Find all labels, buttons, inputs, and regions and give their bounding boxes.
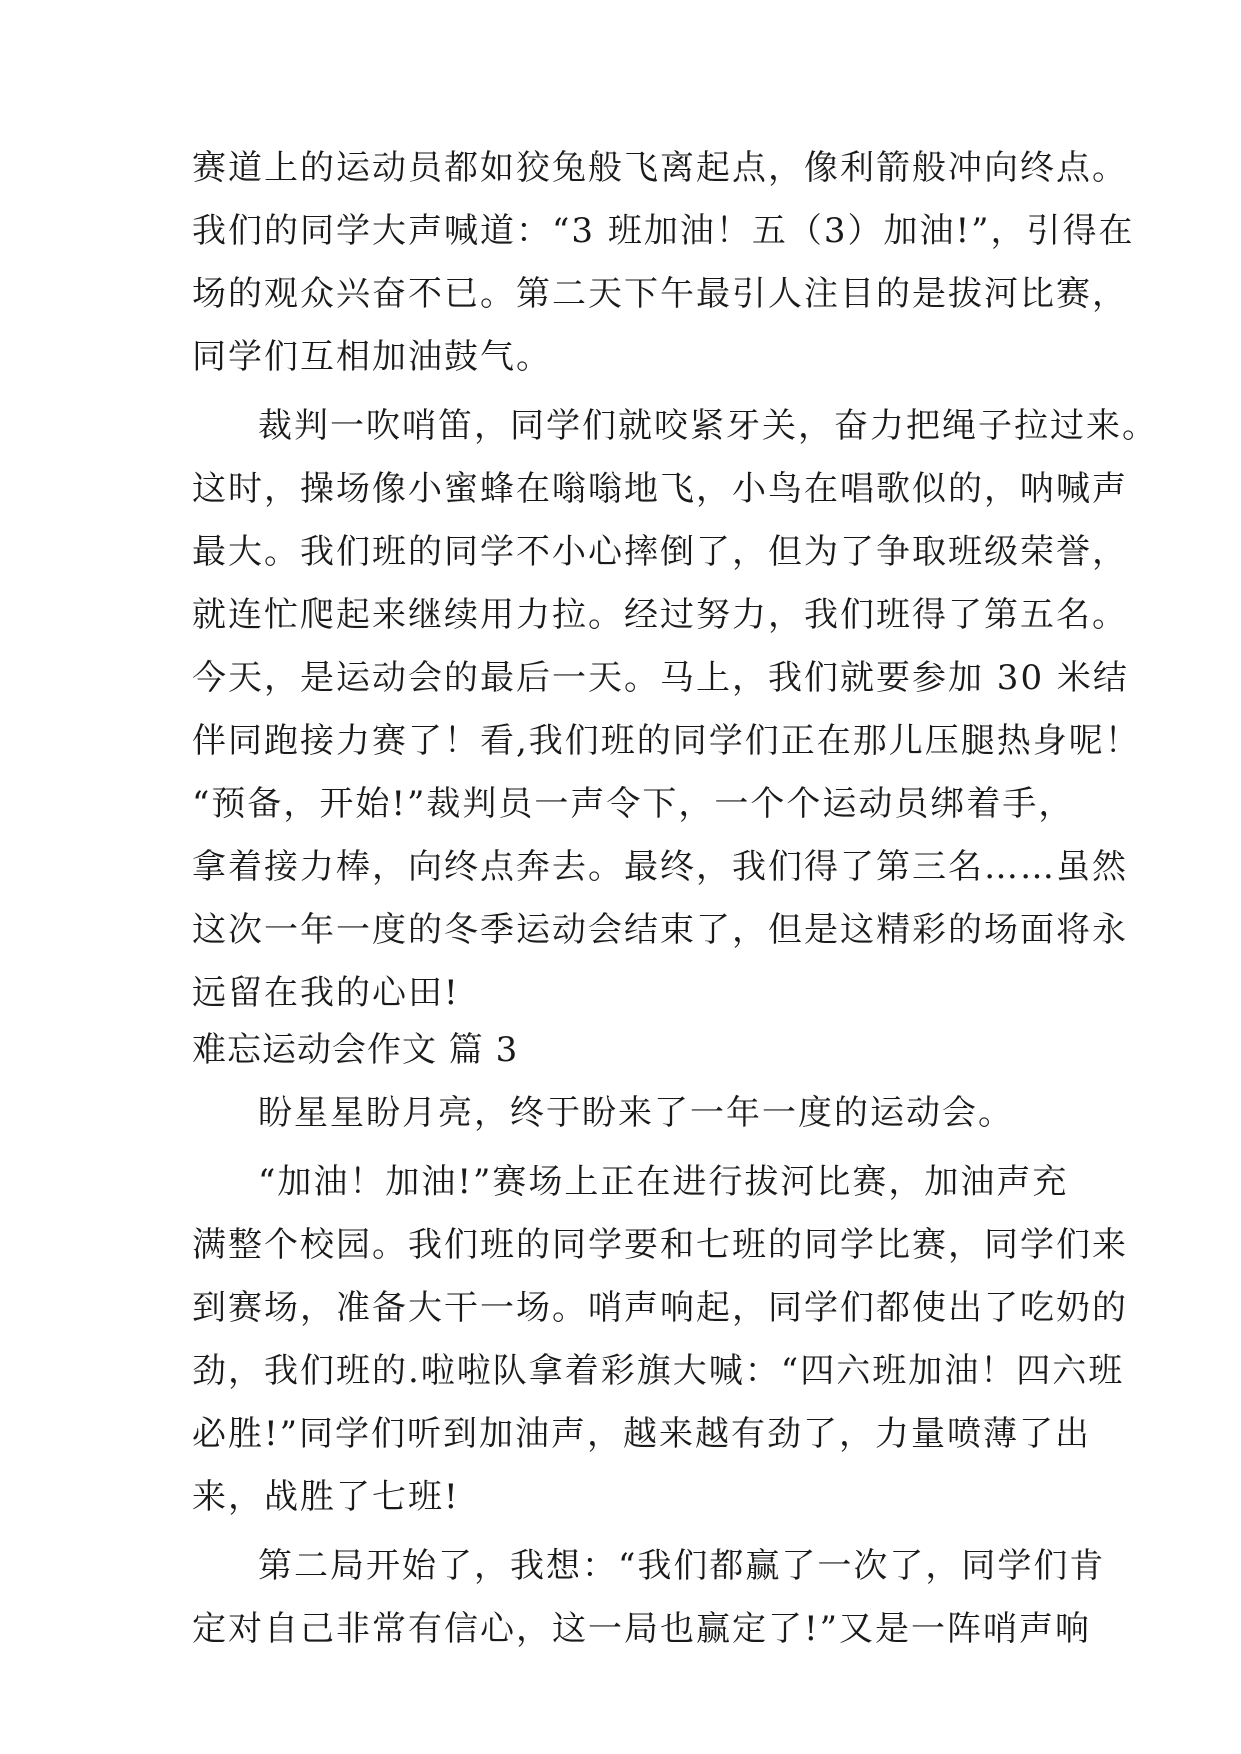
text-line: 远留在我的心田! [192, 973, 460, 1013]
text-line: 盼星星盼月亮，终于盼来了一年一度的运动会。 [258, 1093, 1014, 1133]
text-line: “加油！加油!”赛场上正在进行拔河比赛，加油声充 [258, 1162, 1069, 1202]
text-line: 满整个校园。我们班的同学要和七班的同学比赛，同学们来 [192, 1225, 1128, 1265]
text-line: 来，战胜了七班! [192, 1477, 460, 1517]
text-line: 同学们互相加油鼓气。 [192, 337, 552, 377]
text-line: 我们的同学大声喊道：“3 班加油！五（3）加油!”，引得在 [192, 211, 1135, 251]
text-line: 场的观众兴奋不已。第二天下午最引人注目的是拔河比赛， [192, 274, 1128, 314]
text-line: 劲，我们班的.啦啦队拿着彩旗大喊：“四六班加油！四六班 [192, 1351, 1125, 1391]
section-heading: 难忘运动会作文 篇 3 [192, 1030, 519, 1070]
text-line: 裁判一吹哨笛，同学们就咬紧牙关，奋力把绳子拉过来。 [258, 406, 1158, 446]
text-line: 最大。我们班的同学不小心摔倒了，但为了争取班级荣誉， [192, 532, 1128, 572]
text-line: 今天，是运动会的最后一天。马上，我们就要参加 30 米结 [192, 658, 1129, 698]
text-line: 这次一年一度的冬季运动会结束了，但是这精彩的场面将永 [192, 910, 1128, 950]
text-line: 就连忙爬起来继续用力拉。经过努力，我们班得了第五名。 [192, 595, 1128, 635]
text-line: 赛道上的运动员都如狡兔般飞离起点，像利箭般冲向终点。 [192, 148, 1128, 188]
text-line: 到赛场，准备大干一场。哨声响起，同学们都使出了吃奶的 [192, 1288, 1128, 1328]
text-line: 这时，操场像小蜜蜂在嗡嗡地飞，小鸟在唱歌似的，呐喊声 [192, 469, 1128, 509]
text-line: 第二局开始了，我想：“我们都赢了一次了，同学们肯 [258, 1546, 1106, 1586]
text-line: “预备，开始!”裁判员一声令下，一个个运动员绑着手， [192, 784, 1075, 824]
text-line: 定对自己非常有信心，这一局也赢定了!”又是一阵哨声响 [192, 1609, 1092, 1649]
text-line: 拿着接力棒，向终点奔去。最终，我们得了第三名……虽然 [192, 847, 1128, 887]
text-line: 伴同跑接力赛了！看,我们班的同学们正在那儿压腿热身呢！ [192, 721, 1141, 761]
text-line: 必胜!”同学们听到加油声，越来越有劲了，力量喷薄了出 [192, 1414, 1092, 1454]
